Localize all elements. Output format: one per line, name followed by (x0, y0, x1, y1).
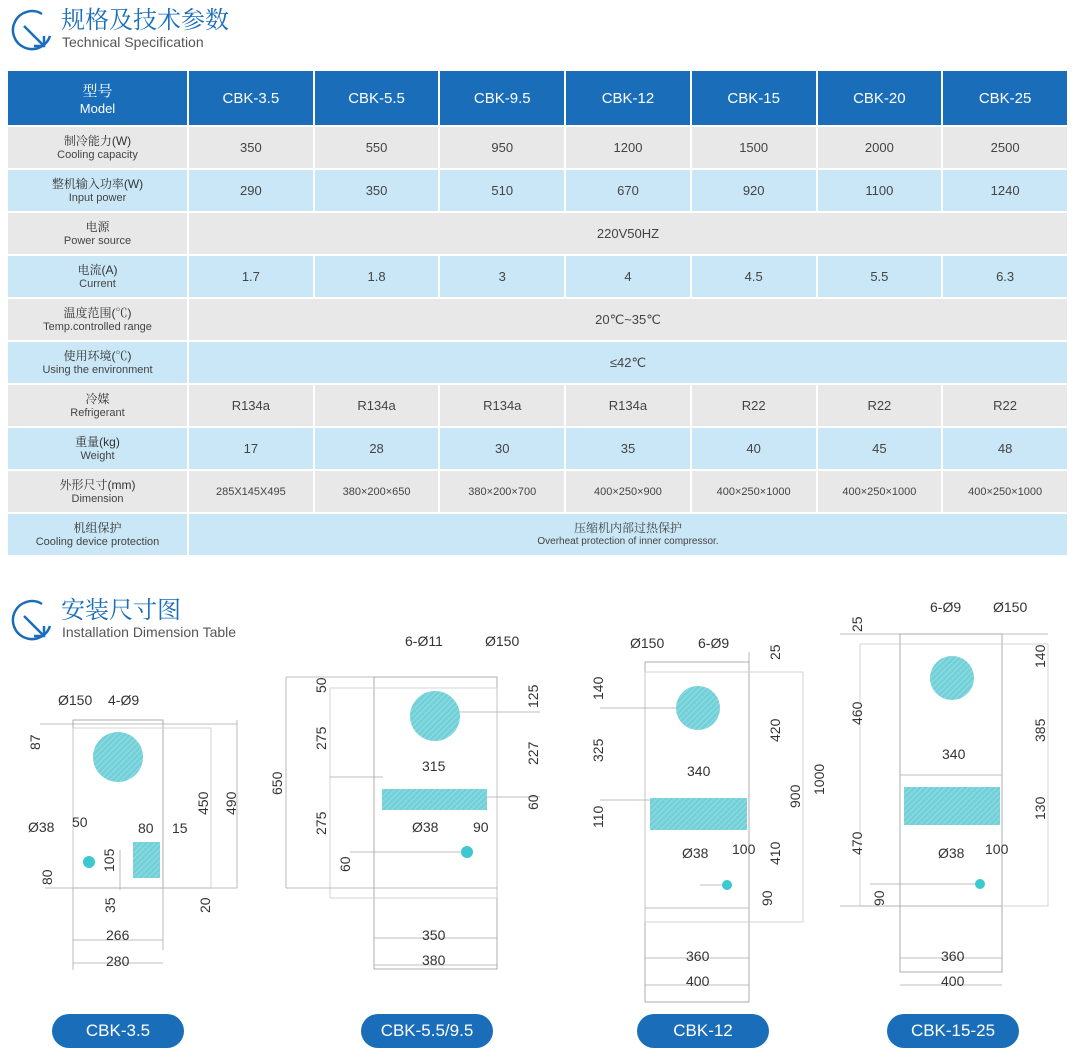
dim-label: 50 (72, 814, 88, 830)
dim-label: 227 (525, 741, 541, 765)
table-cell: 48 (943, 428, 1067, 469)
dim-label: 80 (138, 820, 154, 836)
table-cell: 350 (189, 127, 313, 168)
table-cell: 1500 (692, 127, 816, 168)
table-cell: 35 (566, 428, 690, 469)
dim-label: 460 (849, 701, 865, 725)
dim-label: 140 (590, 676, 606, 700)
table-cell: R134a (189, 385, 313, 426)
dim-label: 80 (39, 869, 55, 885)
model-pill: CBK-5.5/9.5 (361, 1014, 493, 1048)
dim-label: Ø38 (682, 845, 709, 861)
header-model-cell: CBK-12 (566, 71, 690, 125)
dim-label: 100 (732, 841, 756, 857)
dim-label: 6-Ø9 (930, 599, 962, 615)
dim-label: 340 (942, 746, 966, 762)
dim-label: 20 (197, 897, 213, 913)
table-row (8, 471, 1067, 512)
vent-rect (650, 798, 747, 830)
row-header: 电源 Power source (8, 213, 187, 254)
header-model-cell: CBK-9.5 (440, 71, 564, 125)
dim-label: Ø150 (58, 692, 93, 708)
dim-label: 380 (422, 952, 446, 968)
dim-label: 315 (422, 758, 446, 774)
dim-label: Ø38 (412, 819, 439, 835)
table-cell: 4.5 (692, 256, 816, 297)
dim-label: 900 (787, 784, 803, 808)
dim-label: 90 (759, 890, 775, 906)
dim-label: 100 (985, 841, 1009, 857)
spec-table (6, 69, 1069, 557)
row-header: 重量(kg) Weight (8, 428, 187, 469)
drain-hole (975, 879, 985, 889)
dim-label: 450 (195, 791, 211, 815)
dim-label: 275 (313, 811, 329, 835)
table-row (8, 127, 1067, 168)
dim-label: 385 (1032, 718, 1048, 742)
dim-label: 4-Ø9 (108, 692, 140, 708)
table-cell: 670 (566, 170, 690, 211)
model-pill: CBK-12 (637, 1014, 769, 1048)
dim-label: 410 (767, 841, 783, 865)
table-cell: 285X145X495 (189, 471, 313, 512)
table-cell: R22 (943, 385, 1067, 426)
vent-rect (382, 789, 487, 810)
table-cell: 3 (440, 256, 564, 297)
fan-circle (410, 691, 460, 741)
dim-label: 25 (849, 616, 865, 632)
table-cell: 550 (315, 127, 439, 168)
table-cell: 17 (189, 428, 313, 469)
vent-rect (904, 787, 1000, 825)
dim-label: 420 (767, 718, 783, 742)
drain-hole (461, 846, 473, 858)
dim-label: 6-Ø9 (698, 635, 730, 651)
dim-label: 35 (102, 897, 118, 913)
dim-label: 105 (101, 848, 117, 872)
fan-circle (93, 732, 143, 782)
dim-label: Ø150 (485, 633, 520, 649)
header-model-cell: CBK-3.5 (189, 71, 313, 125)
dim-label: 360 (686, 948, 710, 964)
dim-label: Ø38 (938, 845, 965, 861)
header-model-cell: CBK-25 (943, 71, 1067, 125)
table-cell: 6.3 (943, 256, 1067, 297)
table-cell: R134a (315, 385, 439, 426)
installation-drawings (0, 590, 1080, 1010)
dim-label: 60 (337, 856, 353, 872)
table-cell: R134a (566, 385, 690, 426)
header-model-cell: CBK-15 (692, 71, 816, 125)
dim-label: Ø150 (630, 635, 665, 651)
table-row (8, 342, 1067, 383)
table-cell: 380×200×650 (315, 471, 439, 512)
model-pill: CBK-3.5 (52, 1014, 184, 1048)
dim-label: 325 (590, 738, 606, 762)
table-cell: 400×250×1000 (818, 471, 942, 512)
drain-hole (83, 856, 95, 868)
dim-label: 50 (313, 677, 329, 693)
fan-circle (930, 656, 974, 700)
table-span-cell: 220V50HZ (189, 213, 1067, 254)
dim-label: 110 (590, 805, 606, 828)
table-row (8, 299, 1067, 340)
table-span-cell: 压缩机内部过热保护 Overheat protection of inner compressor. (189, 514, 1067, 555)
dim-label: 90 (871, 890, 887, 906)
table-cell: 5.5 (818, 256, 942, 297)
header-model: 型号 Model (8, 71, 187, 125)
drain-hole (722, 880, 732, 890)
table-cell: 400×250×900 (566, 471, 690, 512)
dim-label: 130 (1032, 796, 1048, 820)
dimension-labels (27, 599, 1048, 989)
dim-label: 470 (849, 831, 865, 855)
table-cell: 290 (189, 170, 313, 211)
row-header: 电流(A) Current (8, 256, 187, 297)
table-cell: R22 (692, 385, 816, 426)
row-header: 使用环境(℃) Using the environment (8, 342, 187, 383)
header-model-cell: CBK-20 (818, 71, 942, 125)
install-title: 安装尺寸图 (61, 596, 181, 624)
table-cell: 510 (440, 170, 564, 211)
table-cell: 1200 (566, 127, 690, 168)
table-cell: R22 (818, 385, 942, 426)
table-cell: 1100 (818, 170, 942, 211)
table-cell: 40 (692, 428, 816, 469)
table-cell: 1.7 (189, 256, 313, 297)
dim-label: Ø150 (993, 599, 1028, 615)
table-cell: 950 (440, 127, 564, 168)
dim-label: 350 (422, 927, 446, 943)
row-header: 温度范围(℃) Temp.controlled range (8, 299, 187, 340)
dim-label: 1000 (811, 763, 827, 795)
dim-label: Ø38 (28, 819, 55, 835)
table-cell: 4 (566, 256, 690, 297)
table-row (8, 514, 1067, 555)
row-header: 冷媒 Refrigerant (8, 385, 187, 426)
dim-label: 400 (941, 973, 965, 989)
row-header: 整机输入功率(W) Input power (8, 170, 187, 211)
table-header-row (8, 71, 1067, 125)
row-header: 外形尺寸(mm) Dimension (8, 471, 187, 512)
arrow-circle-icon (8, 6, 56, 54)
table-row (8, 256, 1067, 297)
install-subtitle: Installation Dimension Table (62, 624, 237, 640)
table-cell: 28 (315, 428, 439, 469)
dim-label: 140 (1032, 644, 1048, 668)
dim-label: 6-Ø11 (405, 633, 443, 649)
vent-rect (133, 842, 160, 878)
dim-label: 87 (27, 734, 43, 750)
table-cell: 30 (440, 428, 564, 469)
table-cell: 400×250×1000 (692, 471, 816, 512)
spec-subtitle: Technical Specification (62, 34, 204, 50)
header-model-cell: CBK-5.5 (315, 71, 439, 125)
table-cell: 2000 (818, 127, 942, 168)
table-span-cell: 20℃~35℃ (189, 299, 1067, 340)
table-cell: 2500 (943, 127, 1067, 168)
table-cell: 1240 (943, 170, 1067, 211)
table-cell: R134a (440, 385, 564, 426)
dim-label: 60 (525, 794, 541, 810)
model-pill: CBK-15-25 (887, 1014, 1019, 1048)
dim-label: 360 (941, 948, 965, 964)
dim-label: 275 (313, 726, 329, 750)
table-cell: 920 (692, 170, 816, 211)
dim-label: 280 (106, 953, 130, 969)
table-span-cell: ≤42℃ (189, 342, 1067, 383)
fan-circle (676, 686, 720, 730)
table-cell: 45 (818, 428, 942, 469)
table-row (8, 213, 1067, 254)
table-cell: 400×250×1000 (943, 471, 1067, 512)
row-header: 制冷能力(W) Cooling capacity (8, 127, 187, 168)
dim-label: 490 (223, 791, 239, 815)
table-row (8, 428, 1067, 469)
dim-label: 90 (473, 819, 489, 835)
row-header: 机组保护 Cooling device protection (8, 514, 187, 555)
dim-label: 25 (767, 644, 783, 660)
dim-label: 650 (269, 771, 285, 795)
table-row (8, 385, 1067, 426)
table-row (8, 170, 1067, 211)
spec-title: 规格及技术参数 (61, 6, 229, 34)
table-cell: 350 (315, 170, 439, 211)
dim-label: 15 (172, 820, 188, 836)
dim-label: 266 (106, 927, 130, 943)
dim-label: 400 (686, 973, 710, 989)
dim-label: 125 (525, 684, 541, 708)
dim-label: 340 (687, 763, 711, 779)
table-cell: 380×200×700 (440, 471, 564, 512)
table-cell: 1.8 (315, 256, 439, 297)
